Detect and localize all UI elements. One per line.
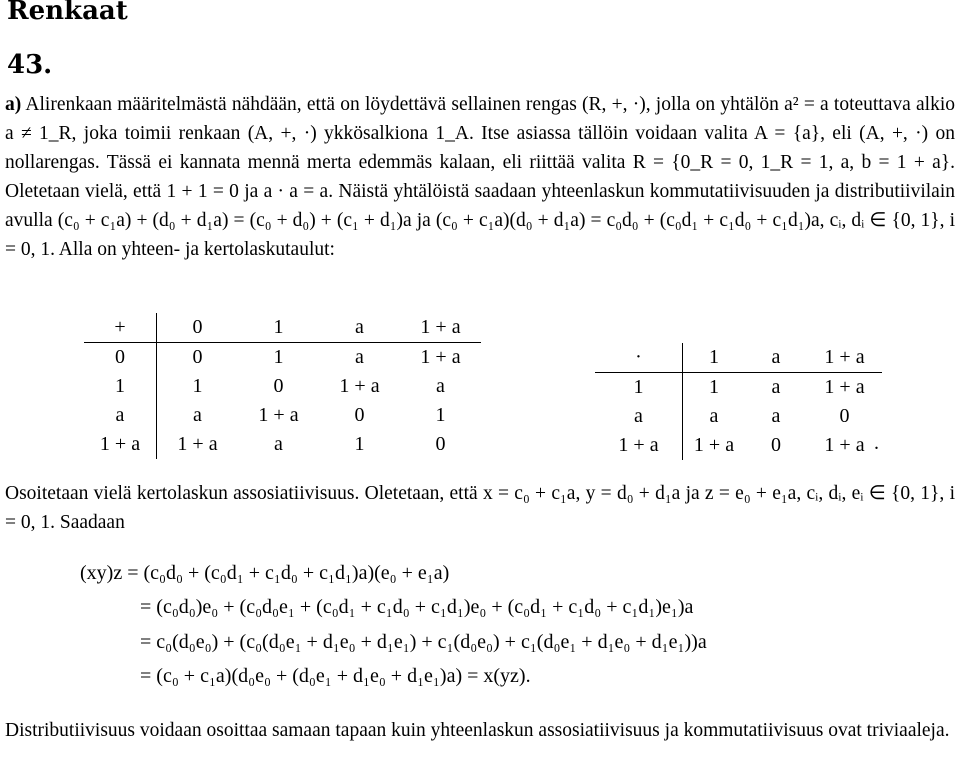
addition-table-cell: a — [355, 346, 364, 368]
multiplication-table-row-label: a — [595, 402, 683, 431]
addition-table-cell: 1 — [273, 346, 284, 368]
multiplication-table-cell: 1 + a — [824, 376, 865, 398]
addition-table-cell: 0 — [273, 375, 284, 397]
addition-table-cell: 1 — [435, 404, 446, 426]
addition-table-header-cell: 0 — [157, 313, 239, 343]
equation-line-2: = (c₀d₀)e₀ + (c₀d₀e₁ + (c₀d₁ + c₁d₀ + c₁d₁)e₀ + (c₀d₁ + c₁d₀ + c₁d₁)e₁)a — [140, 596, 694, 618]
multiplication-table-cell: a — [709, 405, 719, 427]
equation-line-1: (xy)z = (c₀d₀ + (c₀d₁ + c₁d₀ + c₁d₁)a)(e₀ + e₁a) — [80, 562, 450, 584]
addition-table-operator: + — [84, 313, 157, 343]
addition-table-header-cell: a — [319, 313, 400, 343]
addition-table-cell: a — [436, 375, 445, 397]
addition-table-cell: 1 + a — [420, 346, 461, 368]
table-row — [84, 401, 481, 430]
addition-table-cell: 1 + a — [177, 433, 218, 455]
addition-table-header-cell: 1 — [238, 313, 319, 343]
problem-number: 43. — [7, 50, 53, 80]
addition-table-header-cell: 1 + a — [400, 313, 481, 343]
multiplication-table-cell: 1 — [709, 376, 719, 398]
multiplication-table-cell: 0 — [839, 405, 850, 427]
multiplication-table-header-cell: 1 — [683, 343, 746, 373]
table-row — [595, 373, 882, 403]
multiplication-table-header-cell: 1 + a — [807, 343, 882, 373]
addition-table-cell: 1 — [192, 375, 203, 397]
equation-line-4: = (c₀ + c₁a)(d₀e₀ + (d₀e₁ + d₁e₀ + d₁e₁)a) = x(yz). — [140, 665, 531, 687]
multiplication-table-cell: 1 + a — [693, 434, 735, 456]
table-row — [84, 372, 481, 401]
addition-table-cell: a — [274, 433, 283, 455]
intro-text: Alirenkaan määritelmästä nähdään, että on löydettävä sellainen rengas (R, +, ·), jolla on yhtälön a² = a toteuttava alkio a ≠ 1_R, joka toimii renkaan (A, +, ·) ykkösalkiona 1_A. Itse asiassa tällöin voidaan valita A = {a}, eli (A, +, ·) on nollarengas. Tässä ei kannata mennä merta edemmäs kalaan, eli riittää valita R = {0_R = 0, 1_R = 1, a, b = 1 + a}. Oletetaan vielä, että 1 + 1 = 0 ja a · a = a. Näistä yhtälöistä saadaan yhteenlaskun kommutatiivisuuden ja distributiivilain avulla (c₀ + c₁a) + (d₀ + d₁a) = (c₀ + d₀) + (c₁ + d₁)a ja (c₀ + c₁a)(d₀ + d₁a) = c₀d₀ + (c₀d₁ + c₁d₀ + c₁d₁)a, cᵢ, dᵢ ∈ {0, 1}, i = 0, 1. Alla on yhteen- ja kertolaskutaulut: — [5, 94, 955, 260]
associativity-paragraph: Osoitetaan vielä kertolaskun assosiatiivisuus. Oletetaan, että x = c₀ + c₁a, y = d₀ + d₁a ja z = e₀ + e₁a, cᵢ, dᵢ, eᵢ ∈ {0, 1}, i = 0, 1. Saadaan — [5, 483, 955, 533]
multiplication-table — [595, 343, 882, 460]
part-label: a) — [5, 94, 22, 115]
multiplication-table-row-label: 1 + a — [595, 431, 683, 460]
addition-table-cell: a — [193, 404, 202, 426]
multiplication-table-header — [595, 343, 882, 373]
multiplication-table-cell: 1 + a — [824, 434, 865, 456]
addition-table-cell: 1 + a — [258, 404, 299, 426]
addition-table-cell: 0 — [435, 433, 446, 455]
addition-table-row-label: a — [84, 401, 157, 430]
table-row — [595, 402, 882, 431]
table-row — [84, 343, 481, 373]
addition-table-cell: 1 — [354, 433, 365, 455]
multiplication-table-row-label: 1 — [595, 373, 683, 403]
addition-table-header — [84, 313, 481, 343]
intro-paragraph — [5, 90, 955, 264]
addition-table-cell: 0 — [192, 346, 203, 368]
multiplication-table-cell: a — [771, 376, 781, 398]
multiplication-table-operator: · — [595, 343, 683, 373]
section-title: Renkaat — [7, 0, 128, 26]
table-row — [84, 430, 481, 459]
addition-table-cell: 1 + a — [339, 375, 380, 397]
multiplication-table-cell: a — [771, 405, 781, 427]
table-row — [595, 431, 882, 460]
addition-table-row-label: 0 — [84, 343, 157, 373]
closing-paragraph: Distributiivisuus voidaan osoittaa samaan tapaan kuin yhteenlaskun assosiatiivisuus ja kommutatiivisuus ovat triviaaleja. — [5, 720, 950, 741]
addition-table-row-label: 1 + a — [84, 430, 157, 459]
addition-table — [84, 313, 481, 459]
equation-line-3: = c₀(d₀e₀) + (c₀(d₀e₁ + d₁e₀ + d₁e₁) + c₁(d₀e₀) + c₁(d₀e₁ + d₁e₀ + d₁e₁))a — [140, 631, 707, 653]
addition-table-row-label: 1 — [84, 372, 157, 401]
multiplication-table-cell: 0 — [771, 434, 781, 456]
addition-table-cell: 0 — [354, 404, 365, 426]
multiplication-table-header-cell: a — [745, 343, 807, 373]
table-end-period: . — [874, 432, 879, 454]
